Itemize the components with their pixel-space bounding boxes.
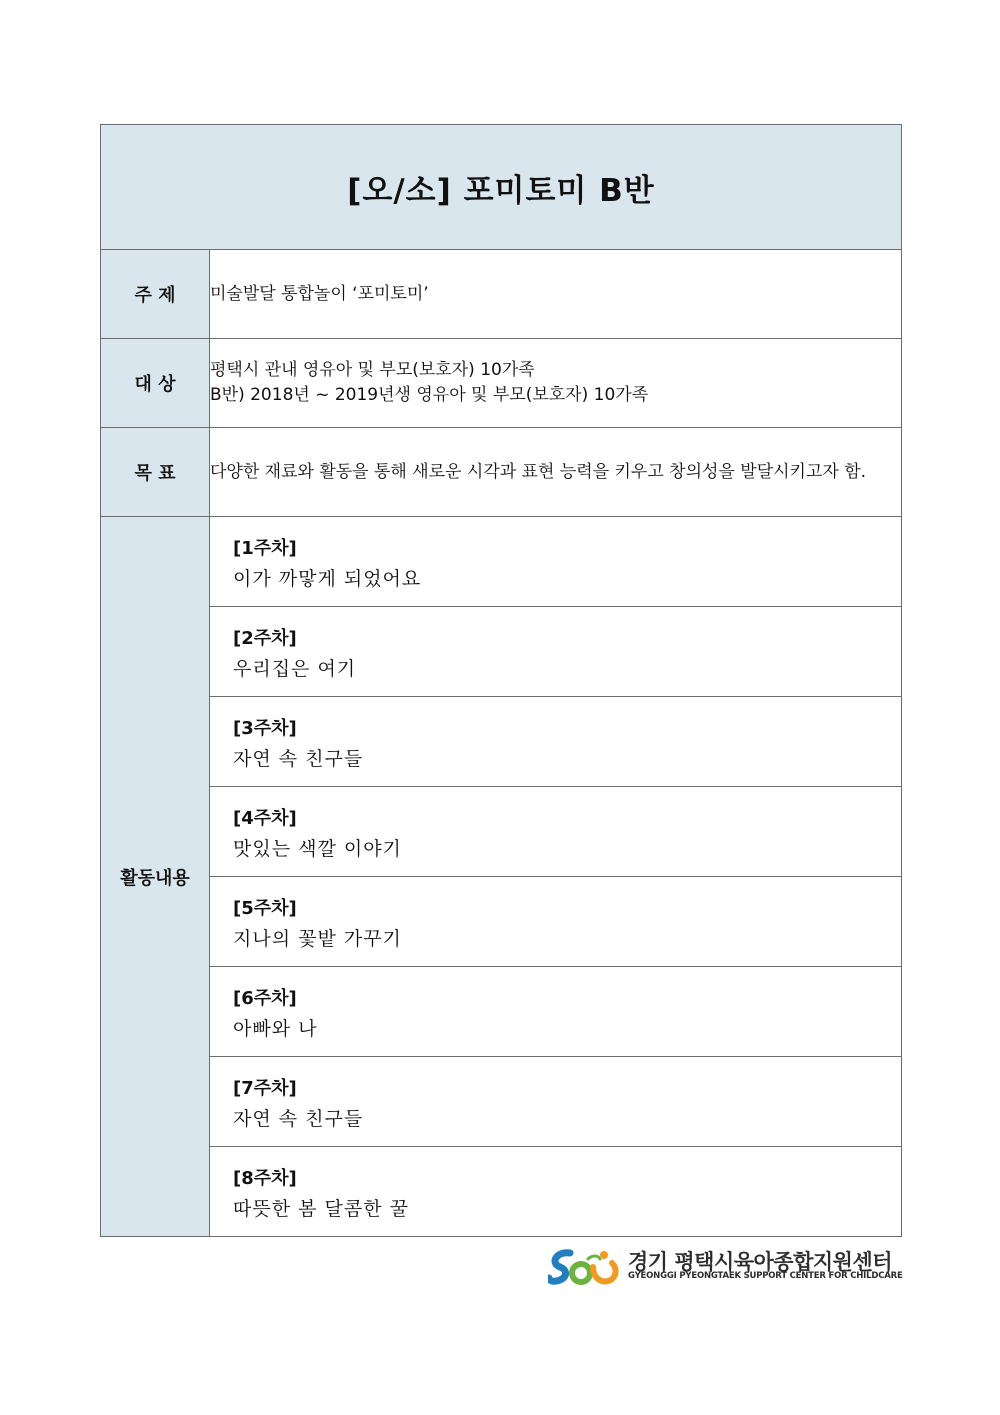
week-title: 맛있는 색깔 이야기 bbox=[233, 838, 402, 860]
week-row bbox=[101, 787, 902, 877]
goal-row bbox=[101, 428, 902, 517]
week-cell bbox=[210, 787, 902, 877]
activities-label: 활동내용 bbox=[101, 517, 210, 1237]
subject-row bbox=[101, 250, 902, 339]
week-title: 아빠와 나 bbox=[233, 1018, 318, 1040]
week-title: 이가 까맣게 되었어요 bbox=[233, 568, 422, 590]
week-row bbox=[101, 1057, 902, 1147]
week-row bbox=[101, 697, 902, 787]
week-label: [2주차] bbox=[233, 628, 297, 649]
week-title: 자연 속 친구들 bbox=[233, 1108, 364, 1130]
target-label: 대 상 bbox=[101, 339, 210, 428]
week-cell bbox=[210, 607, 902, 697]
week-cell bbox=[210, 517, 902, 607]
week-title: 우리집은 여기 bbox=[233, 658, 357, 680]
week-title: 자연 속 친구들 bbox=[233, 748, 364, 770]
week-row bbox=[101, 877, 902, 967]
week-cell bbox=[210, 697, 902, 787]
week-row bbox=[101, 967, 902, 1057]
week-row bbox=[101, 607, 902, 697]
week-label: [4주차] bbox=[233, 808, 297, 829]
target-row bbox=[101, 339, 902, 428]
org-name-en: GYEONGGI PYEONGTAEK SUPPORT CENTER FOR CHILDCARE bbox=[628, 1271, 903, 1281]
program-table bbox=[100, 124, 902, 1237]
week-cell bbox=[210, 1147, 902, 1237]
goal-value: 다양한 재료와 활동을 통해 새로운 시각과 표현 능력을 키우고 창의성을 발달시키고자 함. bbox=[210, 428, 902, 517]
goal-label: 목 표 bbox=[101, 428, 210, 517]
week-label: [5주차] bbox=[233, 898, 297, 919]
page-title: [오/소] 포미토미 B반 bbox=[101, 125, 902, 250]
week-title: 따뜻한 봄 달콤한 꿀 bbox=[233, 1198, 409, 1220]
soi-logo-icon bbox=[548, 1247, 620, 1287]
week-label: [3주차] bbox=[233, 718, 297, 739]
org-name-ko: 경기 평택시육아종합지원센터 bbox=[628, 1250, 893, 1274]
week-row bbox=[101, 1147, 902, 1237]
subject-label: 주 제 bbox=[101, 250, 210, 339]
footer-logo bbox=[548, 1245, 903, 1287]
week-cell bbox=[210, 877, 902, 967]
week-cell bbox=[210, 1057, 902, 1147]
target-value bbox=[210, 339, 902, 428]
target-line: 평택시 관내 영유아 및 부모(보호자) 10가족 bbox=[210, 360, 535, 380]
week-label: [6주차] bbox=[233, 988, 297, 1009]
week-label: [1주차] bbox=[233, 538, 297, 559]
week-label: [8주차] bbox=[233, 1168, 297, 1189]
week-cell bbox=[210, 967, 902, 1057]
week-label: [7주차] bbox=[233, 1078, 297, 1099]
target-line: B반) 2018년 ~ 2019년생 영유아 및 부모(보호자) 10가족 bbox=[210, 385, 649, 405]
week-row bbox=[101, 517, 902, 607]
week-title: 지나의 꽃밭 가꾸기 bbox=[233, 928, 402, 950]
subject-value: 미술발달 통합놀이 ‘포미토미’ bbox=[210, 250, 902, 339]
